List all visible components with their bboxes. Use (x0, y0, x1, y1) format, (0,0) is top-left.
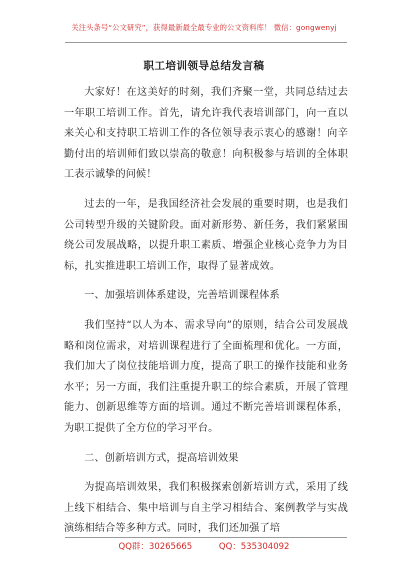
paragraph-review: 过去的一年，是我国经济社会发展的重要时期，也是我们公司转型升级的关键阶段。面对新形势、新任务，我们紧紧围绕公司发展战略，以提升职工素质、增强企业核心竞争力为目标，扎实推进职工培训工作，取得了显著成效。 (64, 198, 348, 272)
header-divider (65, 42, 347, 43)
section-heading-1: 一、加强培训体系建设，完善培训课程体系 (84, 290, 280, 302)
footer-contacts (0, 540, 408, 552)
document-body (64, 83, 348, 549)
footer-qq: QQ：535304092 (218, 542, 290, 552)
footer-qq-group: QQ群：30265665 (118, 542, 193, 552)
document-title: 职工培训领导总结发言稿 (143, 60, 265, 72)
footer-divider (65, 537, 347, 538)
paragraph-section-2: 为提高培训效果，我们积极探索创新培训方式，采用了线上线下相结合、集中培训与自主学习相结合、案例教学与实战演练相结合等多种方式。同时，我们还加强了培 (64, 482, 348, 535)
paragraph-section-1: 我们坚持“以人为本、需求导向”的原则，结合公司发展战略和岗位需求，对培训课程进行了全面梳理和优化。一方面，我们加大了岗位技能培训力度，提高了职工的操作技能和业务水平；另一方面，我们注重提升职工的综合素质，开展了管理能力、创新思维等方面的培训。通过不断完善培训课程体系，为职工提供了全方位的学习平台。 (64, 319, 348, 434)
header-banner: 关注头条号“公文研究”，获得最新最全最专业的公文资料库！ 微信：gongwenyj (71, 23, 337, 32)
section-heading-2: 二、创新培训方式，提高培训效果 (84, 452, 239, 464)
paragraph-greeting: 大家好！在这美好的时刻，我们齐聚一堂，共同总结过去一年职工培训工作。首先，请允许我代表培训部门，向一直以来关心和支持职工培训工作的各位领导表示衷心的感谢！向辛勤付出的培训师们致以崇高的敬意！向积极参与培训的全体职工表示诚挚的问候！ (64, 87, 348, 181)
